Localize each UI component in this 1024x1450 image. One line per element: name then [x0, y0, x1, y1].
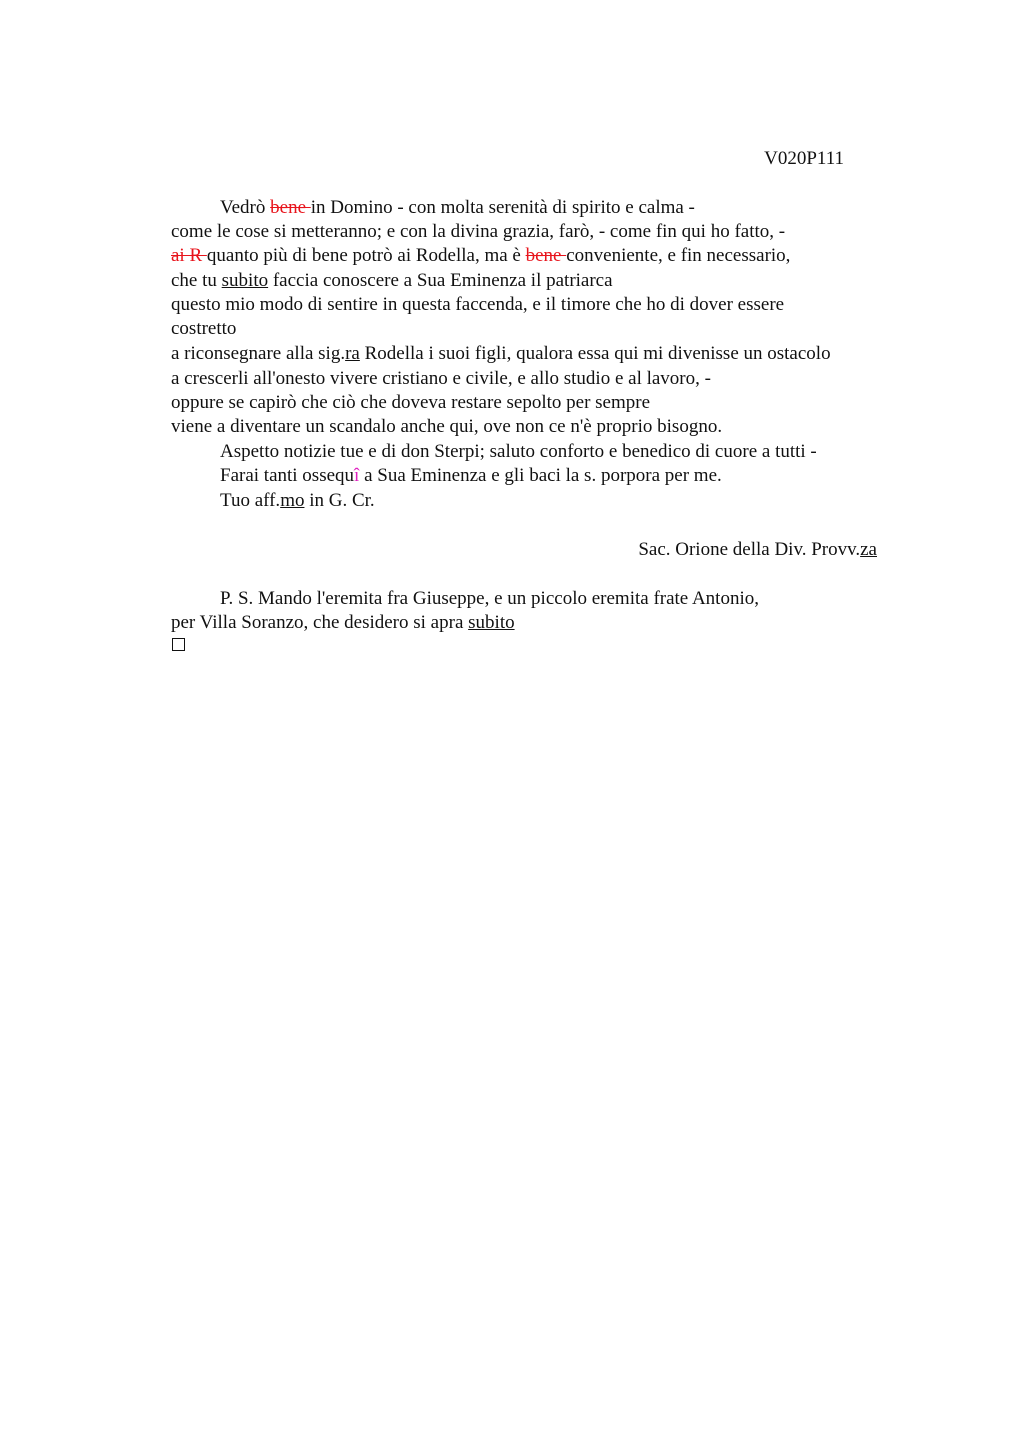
postscript-line-2 — [171, 611, 515, 635]
text-run: Farai tanti ossequ — [220, 465, 355, 486]
letter-line-8: a crescerli all'onesto vivere cristiano e civile, e allo studio e al lavoro, - — [171, 368, 711, 389]
text-run: in Domino - con molta serenità di spirito e calma - — [310, 197, 695, 218]
text-run: per Villa Soranzo, che desidero si apra — [171, 612, 469, 633]
letter-line-4 — [171, 269, 613, 293]
letter-line-1 — [220, 196, 695, 220]
text-run: in G. Cr. — [304, 490, 375, 511]
letter-line-3 — [171, 244, 790, 268]
text-run: quanto più di bene potrò ai Rodella, ma è — [206, 245, 526, 266]
signature — [638, 538, 877, 562]
text-run: faccia conoscere a Sua Eminenza il patriarca — [268, 270, 613, 291]
underlined-text: subito — [468, 612, 515, 633]
inserted-text: î — [354, 465, 360, 486]
text-run: Rodella i suoi figli, qualora essa qui mi divenisse un ostacolo — [359, 343, 831, 364]
checkbox-glyph-icon — [172, 638, 185, 651]
letter-line-13 — [220, 489, 375, 513]
letter-line-7 — [171, 342, 831, 366]
deleted-text: bene — [270, 197, 311, 218]
letter-line-11: Aspetto notizie tue e di don Sterpi; saluto conforto e benedico di cuore a tutti - — [220, 441, 817, 462]
text-run: che tu — [171, 270, 222, 291]
text-run: Vedrò — [220, 197, 271, 218]
text-run: a Sua Eminenza e gli baci la s. porpora per me. — [359, 465, 722, 486]
letter-line-2: come le cose si metteranno; e con la divina grazia, farò, - come fin qui ho fatto, - — [171, 221, 786, 242]
underlined-text: za — [860, 539, 877, 560]
underlined-text: ra — [345, 343, 360, 364]
deleted-text: ai R — [171, 245, 207, 266]
letter-line-10: viene a diventare un scandalo anche qui, ove non ce n'è proprio bisogno. — [171, 416, 723, 437]
deleted-text: bene — [525, 245, 567, 266]
letter-line-6: costretto — [171, 318, 237, 339]
page-identifier: V020P111 — [764, 148, 844, 169]
letter-line-12 — [220, 464, 722, 488]
text-run: Tuo aff. — [220, 490, 281, 511]
text-run: a riconsegnare alla sig. — [171, 343, 346, 364]
letter-line-9: oppure se capirò che ciò che doveva restare sepolto per sempre — [171, 392, 651, 413]
letter-line-5: questo mio modo di sentire in questa faccenda, e il timore che ho di dover essere — [171, 294, 785, 315]
underlined-text: subito — [221, 270, 269, 291]
underlined-text: mo — [280, 490, 305, 511]
postscript-line-1: P. S. Mando l'eremita fra Giuseppe, e un piccolo eremita frate Antonio, — [220, 588, 759, 609]
text-run: conveniente, e fin necessario, — [566, 245, 791, 266]
text-run: Sac. Orione della Div. Provv. — [638, 539, 861, 560]
